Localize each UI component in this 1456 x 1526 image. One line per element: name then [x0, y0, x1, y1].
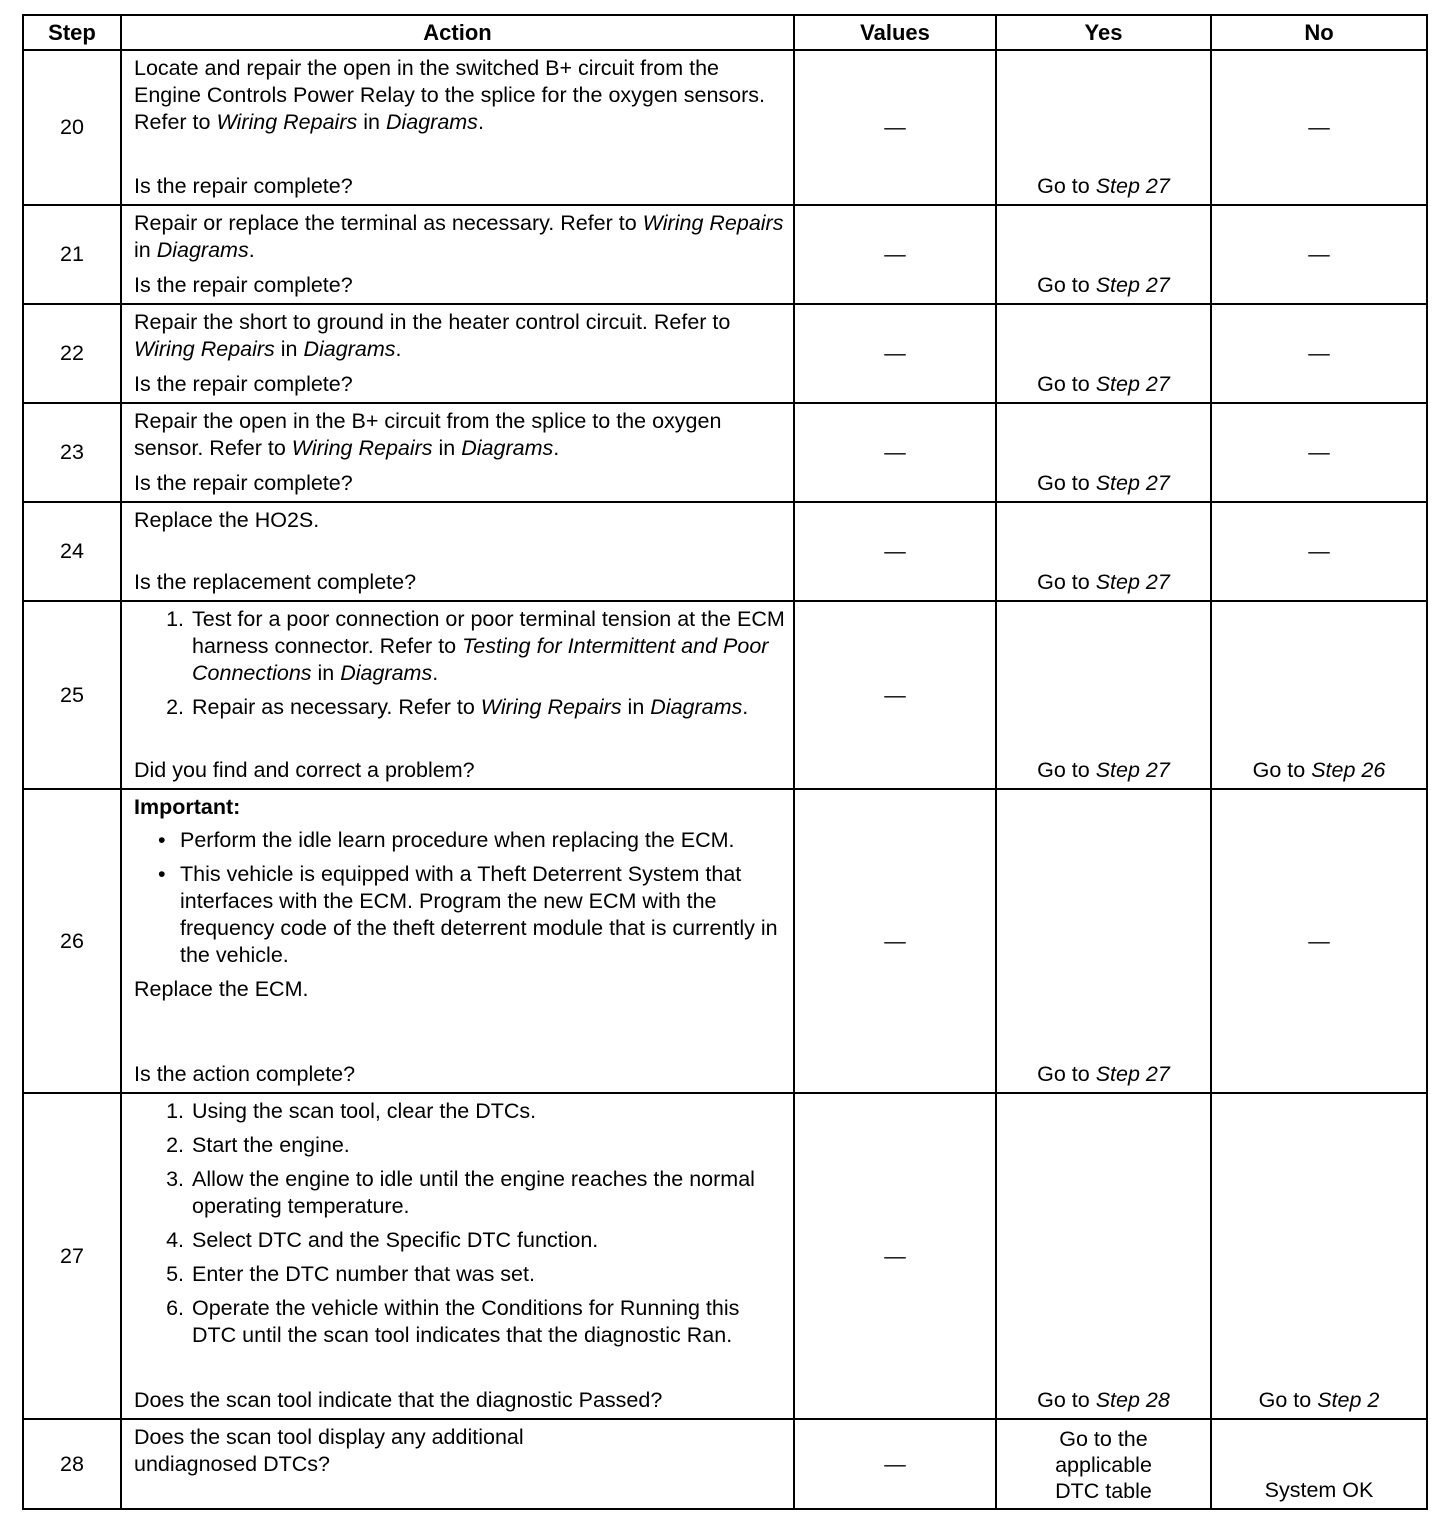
- yes-cell: Go to Step 27: [996, 403, 1211, 502]
- values-cell: —: [794, 50, 996, 205]
- no-cell: —: [1211, 403, 1427, 502]
- header-action: Action: [121, 15, 794, 50]
- values-cell: —: [794, 1419, 996, 1509]
- action-text: Replace the ECM.: [134, 977, 309, 1001]
- no-cell: —: [1211, 789, 1427, 1093]
- yes-cell: Go to Step 27: [996, 601, 1211, 789]
- header-no: No: [1211, 15, 1427, 50]
- action-text: Repair the open in the B+ circuit from the splice to the oxygen sensor. Refer to Wiring Repairs in Diagrams.: [134, 409, 722, 460]
- no-cell: —: [1211, 304, 1427, 403]
- yes-cell: Go to the applicable DTC table: [996, 1419, 1211, 1509]
- header-row: [23, 15, 1427, 50]
- action-cell: [121, 601, 794, 789]
- action-steps: [134, 606, 785, 728]
- step-number: 20: [23, 50, 121, 205]
- values-cell: —: [794, 601, 996, 789]
- action-cell: [121, 502, 794, 601]
- step-number: 21: [23, 205, 121, 304]
- table-row: [23, 1093, 1427, 1419]
- no-cell: —: [1211, 205, 1427, 304]
- yes-cell: Go to Step 28: [996, 1093, 1211, 1419]
- values-cell: —: [794, 304, 996, 403]
- no-cell: Go to Step 26: [1211, 601, 1427, 789]
- question-text: Is the replacement complete?: [134, 570, 417, 594]
- action-cell: [121, 1093, 794, 1419]
- yes-cell: Go to Step 27: [996, 205, 1211, 304]
- table-row: [23, 304, 1427, 403]
- values-cell: —: [794, 403, 996, 502]
- values-cell: —: [794, 789, 996, 1093]
- action-steps: [134, 1098, 785, 1356]
- table-row: [23, 50, 1427, 205]
- list-item: 6. Operate the vehicle within the Conditions for Running this DTC until the scan tool indicates that the diagnostic Ran.: [190, 1295, 785, 1349]
- list-item: 5. Enter the DTC number that was set.: [190, 1261, 785, 1288]
- no-cell: Go to Step 2: [1211, 1093, 1427, 1419]
- no-cell: —: [1211, 502, 1427, 601]
- header-values: Values: [794, 15, 996, 50]
- question-text: Does the scan tool display any additional undiagnosed DTCs?: [134, 1425, 524, 1476]
- list-item: • Perform the idle learn procedure when replacing the ECM.: [180, 827, 785, 854]
- question-text: Is the action complete?: [134, 1062, 356, 1086]
- step-number: 25: [23, 601, 121, 789]
- table-row: [23, 1419, 1427, 1509]
- list-item: 4. Select DTC and the Specific DTC function.: [190, 1227, 785, 1254]
- action-cell: [121, 304, 794, 403]
- list-item: • This vehicle is equipped with a Theft Deterrent System that interfaces with the ECM. Program the new ECM with the frequency code of the theft deterrent module that is currently in the vehicle.: [180, 861, 785, 969]
- list-item: 2. Start the engine.: [190, 1132, 785, 1159]
- yes-cell: Go to Step 27: [996, 50, 1211, 205]
- list-item: 1. Test for a poor connection or poor terminal tension at the ECM harness connector. Refer to Testing for Intermittent and Poor Connections in Diagrams.: [190, 606, 785, 687]
- action-text: Locate and repair the open in the switched B+ circuit from the Engine Controls Power Relay to the splice for the oxygen sensors. Refer to Wiring Repairs in Diagrams.: [134, 56, 765, 134]
- step-number: 22: [23, 304, 121, 403]
- question-text: Is the repair complete?: [134, 372, 353, 396]
- list-item: 2. Repair as necessary. Refer to Wiring Repairs in Diagrams.: [190, 694, 785, 721]
- step-number: 26: [23, 789, 121, 1093]
- step-number: 28: [23, 1419, 121, 1509]
- list-item: 1. Using the scan tool, clear the DTCs.: [190, 1098, 785, 1125]
- no-cell: —: [1211, 50, 1427, 205]
- table-row: [23, 403, 1427, 502]
- action-cell: [121, 789, 794, 1093]
- step-number: 27: [23, 1093, 121, 1419]
- yes-cell: Go to Step 27: [996, 789, 1211, 1093]
- no-cell: System OK: [1211, 1419, 1427, 1509]
- action-text: Replace the HO2S.: [134, 508, 320, 532]
- header-step: Step: [23, 15, 121, 50]
- ref-link: Wiring Repairs: [216, 110, 358, 134]
- question-text: Is the repair complete?: [134, 273, 353, 297]
- action-text: Repair the short to ground in the heater control circuit. Refer to Wiring Repairs in Diagrams.: [134, 310, 731, 361]
- action-cell: [121, 50, 794, 205]
- important-label: Important:: [134, 795, 241, 819]
- question-text: Is the repair complete?: [134, 471, 353, 495]
- values-cell: —: [794, 205, 996, 304]
- action-cell: [121, 403, 794, 502]
- values-cell: —: [794, 502, 996, 601]
- question-text: Is the repair complete?: [134, 174, 353, 198]
- step-number: 23: [23, 403, 121, 502]
- header-yes: Yes: [996, 15, 1211, 50]
- step-number: 24: [23, 502, 121, 601]
- action-text: Repair or replace the terminal as necessary. Refer to Wiring Repairs in Diagrams.: [134, 211, 784, 262]
- action-cell: [121, 1419, 794, 1509]
- values-cell: —: [794, 1093, 996, 1419]
- important-notes: [134, 827, 785, 969]
- table-row: [23, 789, 1427, 1093]
- yes-cell: Go to Step 27: [996, 502, 1211, 601]
- ref-link: Diagrams: [385, 110, 478, 134]
- question-text: Did you find and correct a problem?: [134, 758, 475, 782]
- yes-cell: Go to Step 27: [996, 304, 1211, 403]
- question-text: Does the scan tool indicate that the diagnostic Passed?: [134, 1388, 663, 1412]
- table-row: [23, 601, 1427, 789]
- action-cell: [121, 205, 794, 304]
- table-row: [23, 502, 1427, 601]
- diagnostic-table: [22, 14, 1428, 1510]
- list-item: 3. Allow the engine to idle until the engine reaches the normal operating temperature.: [190, 1166, 785, 1220]
- table-row: [23, 205, 1427, 304]
